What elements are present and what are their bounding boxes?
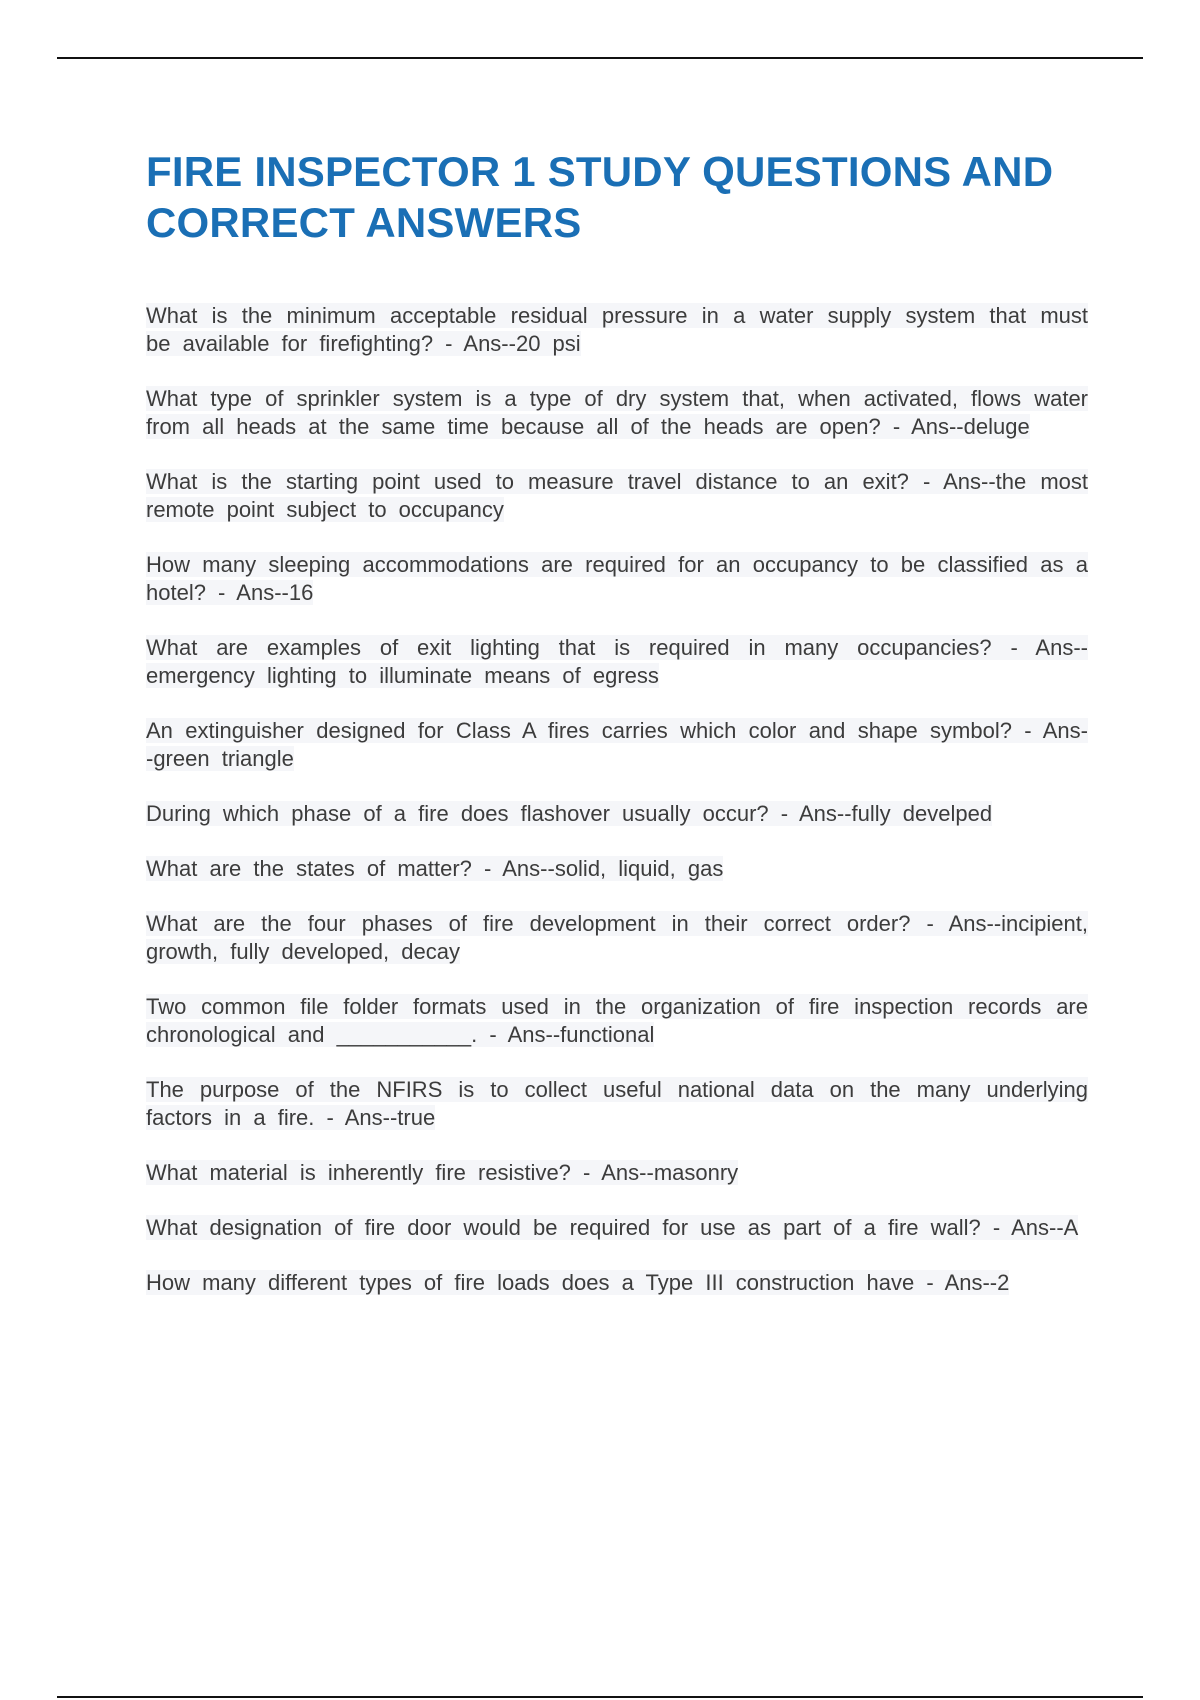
qa-text: What is the starting point used to measure travel distance to an exit? - Ans--the most remote point subject to occupancy bbox=[146, 469, 1088, 522]
qa-item bbox=[146, 910, 1088, 966]
qa-item bbox=[146, 800, 1088, 828]
qa-item bbox=[146, 993, 1088, 1049]
qa-text: During which phase of a fire does flashover usually occur? - Ans--fully develped bbox=[146, 801, 993, 826]
qa-item bbox=[146, 1214, 1088, 1242]
qa-item bbox=[146, 385, 1088, 441]
qa-text: What are examples of exit lighting that is required in many occupancies? - Ans--emergency lighting to illuminate means of egress bbox=[146, 635, 1088, 688]
qa-text: What are the states of matter? - Ans--solid, liquid, gas bbox=[146, 856, 724, 881]
qa-item bbox=[146, 551, 1088, 607]
qa-text: How many different types of fire loads does a Type III construction have - Ans--2 bbox=[146, 1270, 1010, 1295]
qa-text: What material is inherently fire resistive? - Ans--masonry bbox=[146, 1160, 739, 1185]
qa-text: The purpose of the NFIRS is to collect useful national data on the many underlying factors in a fire. - Ans--true bbox=[146, 1077, 1088, 1130]
qa-text: What designation of fire door would be required for use as part of a fire wall? - Ans--A bbox=[146, 1215, 1079, 1240]
qa-item bbox=[146, 1269, 1088, 1297]
qa-item bbox=[146, 634, 1088, 690]
footer-rule bbox=[57, 1696, 1143, 1698]
qa-text: What are the four phases of fire development in their correct order? - Ans--incipient, growth, fully developed, decay bbox=[146, 911, 1088, 964]
qa-item bbox=[146, 302, 1088, 358]
header-rule bbox=[57, 57, 1143, 59]
qa-text: What type of sprinkler system is a type of dry system that, when activated, flows water from all heads at the same time because all of the heads are open? - Ans--deluge bbox=[146, 386, 1088, 439]
qa-text: Two common file folder formats used in the organization of fire inspection records are chronological and ___________. - Ans--functional bbox=[146, 994, 1088, 1047]
qa-text: What is the minimum acceptable residual pressure in a water supply system that must be available for firefighting? - Ans--20 psi bbox=[146, 303, 1088, 356]
qa-item bbox=[146, 855, 1088, 883]
qa-text: How many sleeping accommodations are required for an occupancy to be classified as a hotel? - Ans--16 bbox=[146, 552, 1088, 605]
qa-item bbox=[146, 1159, 1088, 1187]
qa-item bbox=[146, 717, 1088, 773]
qa-item bbox=[146, 1076, 1088, 1132]
qa-list bbox=[146, 302, 1088, 1324]
document-title: FIRE INSPECTOR 1 STUDY QUESTIONS AND CORRECT ANSWERS bbox=[146, 148, 1054, 246]
qa-item bbox=[146, 468, 1088, 524]
qa-text: An extinguisher designed for Class A fires carries which color and shape symbol? - Ans--green triangle bbox=[146, 718, 1088, 771]
